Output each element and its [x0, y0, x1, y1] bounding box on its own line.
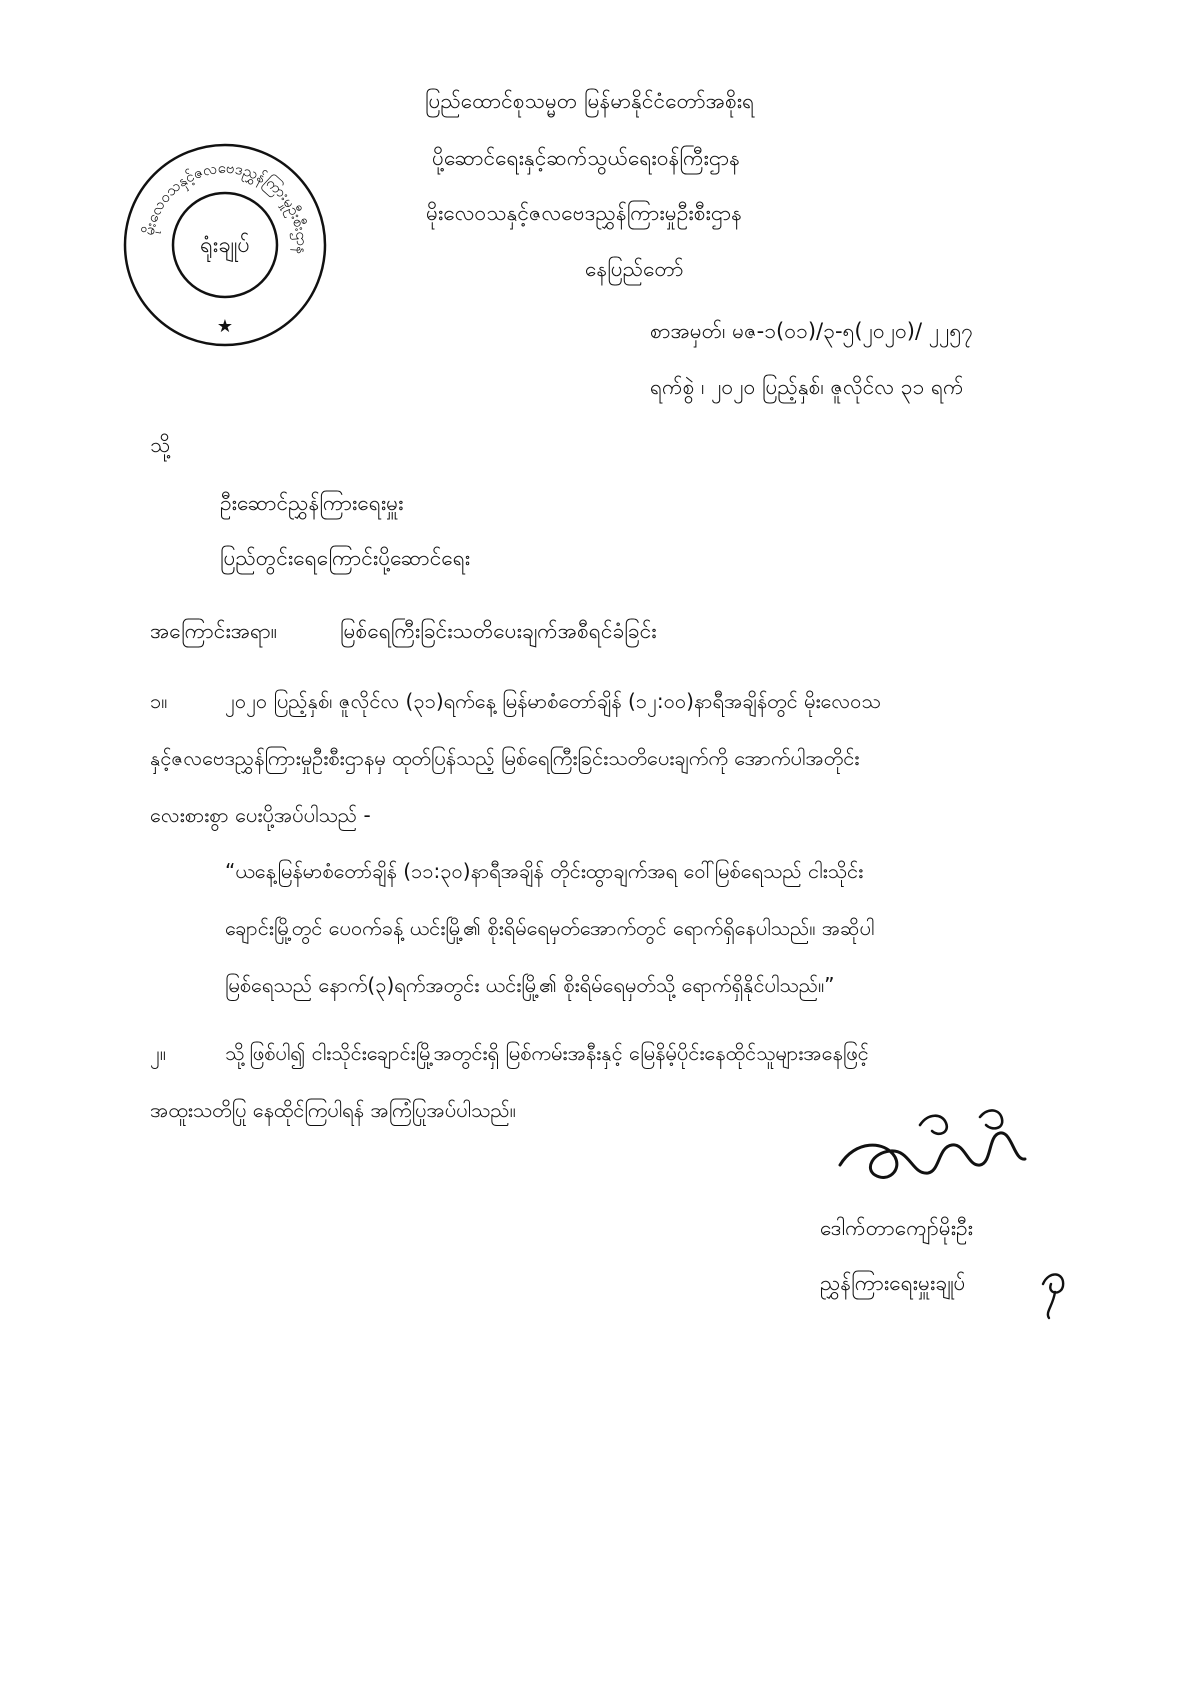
header-department-name: မိုးလေဝသနှင့်ဇလဗေဒညွှန်ကြားမှုဦးစီးဌာန — [426, 201, 743, 225]
initials-mark — [1035, 1262, 1075, 1322]
paragraph-1-line-1: ၂၀၂၀ ပြည့်နှစ်၊ ဇူလိုင်လ (၃၁)ရက်နေ့ မြန်မာစံတော်ချိန် (၁၂:၀၀)နာရီအချိန်တွင် မိုးလေဝသ — [225, 689, 881, 713]
subject-text: မြစ်ရေကြီးခြင်းသတိပေးချက်အစီရင်ခံခြင်း — [340, 619, 657, 643]
seal-graphic — [120, 140, 330, 350]
addressee-organization: ပြည်တွင်းရေကြောင်းပို့ဆောင်ရေး — [220, 546, 471, 570]
paragraph-2-number: ၂။ — [150, 1041, 166, 1065]
star-icon: ★ — [216, 316, 234, 337]
reference-number: စာအမှတ်၊ မဇ-၁(၀၁)/၃-၅(၂၀၂၀)/ ၂၂၅၇ — [650, 319, 973, 343]
signatory-name: ဒေါက်တာကျော်မိုးဦး — [820, 1216, 974, 1240]
initials-scribble — [1035, 1262, 1075, 1322]
signatory-title: ညွှန်ကြားရေးမှူးချုပ် — [820, 1271, 966, 1295]
subject-label: အကြောင်းအရာ။ — [150, 619, 278, 643]
department-seal — [120, 140, 330, 350]
paragraph-1-number: ၁။ — [150, 689, 168, 713]
warning-quote-line-2: ချောင်းမြို့တွင် ပေဝက်ခန့် ယင်းမြို့၏ စိုးရိမ်ရေမှတ်အောက်တွင် ရောက်ရှိနေပါသည်။ အဆိုပါ — [225, 916, 875, 940]
signature-scribble — [800, 1095, 1070, 1205]
paragraph-1-line-3: လေးစားစွာ ပေးပို့အပ်ပါသည် - — [150, 803, 371, 827]
handwritten-signature — [800, 1095, 1070, 1205]
seal-center-text: ရုံးချုပ် — [200, 233, 250, 258]
paragraph-1-line-2: နှင့်ဇလဗေဒညွှန်ကြားမှုဦးစီးဌာနမှ ထုတ်ပြန်သည့် မြစ်ရေကြီးခြင်းသတိပေးချက်ကို အောက်ပါအတိုင်း — [150, 746, 860, 770]
seal-ring-textpath: မိုးလေဝသနှင့်ဇလဗေဒညွှန်ကြားမှုဦးစီးဌာန — [139, 158, 312, 255]
addressee-label: သို့ — [150, 433, 171, 457]
warning-quote-line-1: “ယနေ့မြန်မာစံတော်ချိန် (၁၁:၃၀)နာရီအချိန် တိုင်းထွာချက်အရ ဝေါ်မြစ်ရေသည် ငါးသိုင်း — [225, 859, 864, 883]
addressee-title: ဦးဆောင်ညွှန်ကြားရေးမှူး — [220, 491, 404, 515]
reference-date: ရက်စွဲ ၊ ၂၀၂၀ ပြည့်နှစ်၊ ဇူလိုင်လ ၃၁ ရက် — [650, 375, 964, 399]
header-location: နေပြည်တော် — [585, 257, 684, 281]
warning-quote-line-3: မြစ်ရေသည် နောက်(၃)ရက်အတွင်း ယင်းမြို့၏ စိုးရိမ်ရေမှတ်သို့ ရောက်ရှိနိုင်ပါသည်။” — [225, 973, 835, 997]
paragraph-2-line-2: အထူးသတိပြု နေထိုင်ကြပါရန် အကြံပြုအပ်ပါသည်။ — [150, 1098, 516, 1122]
header-ministry-name: ပို့ဆောင်ရေးနှင့်ဆက်သွယ်ရေးဝန်ကြီးဌာန — [432, 146, 740, 170]
paragraph-2-line-1: သို့ဖြစ်ပါ၍ ငါးသိုင်းချောင်းမြို့အတွင်းရှိ မြစ်ကမ်းအနီးနှင့် မြေနိမ့်ပိုင်းနေထိုင်သူများအနေဖြင့် — [225, 1041, 869, 1065]
header-ministry-government: ပြည်ထောင်စုသမ္မတ မြန်မာနိုင်ငံတော်အစိုးရ — [425, 89, 755, 113]
